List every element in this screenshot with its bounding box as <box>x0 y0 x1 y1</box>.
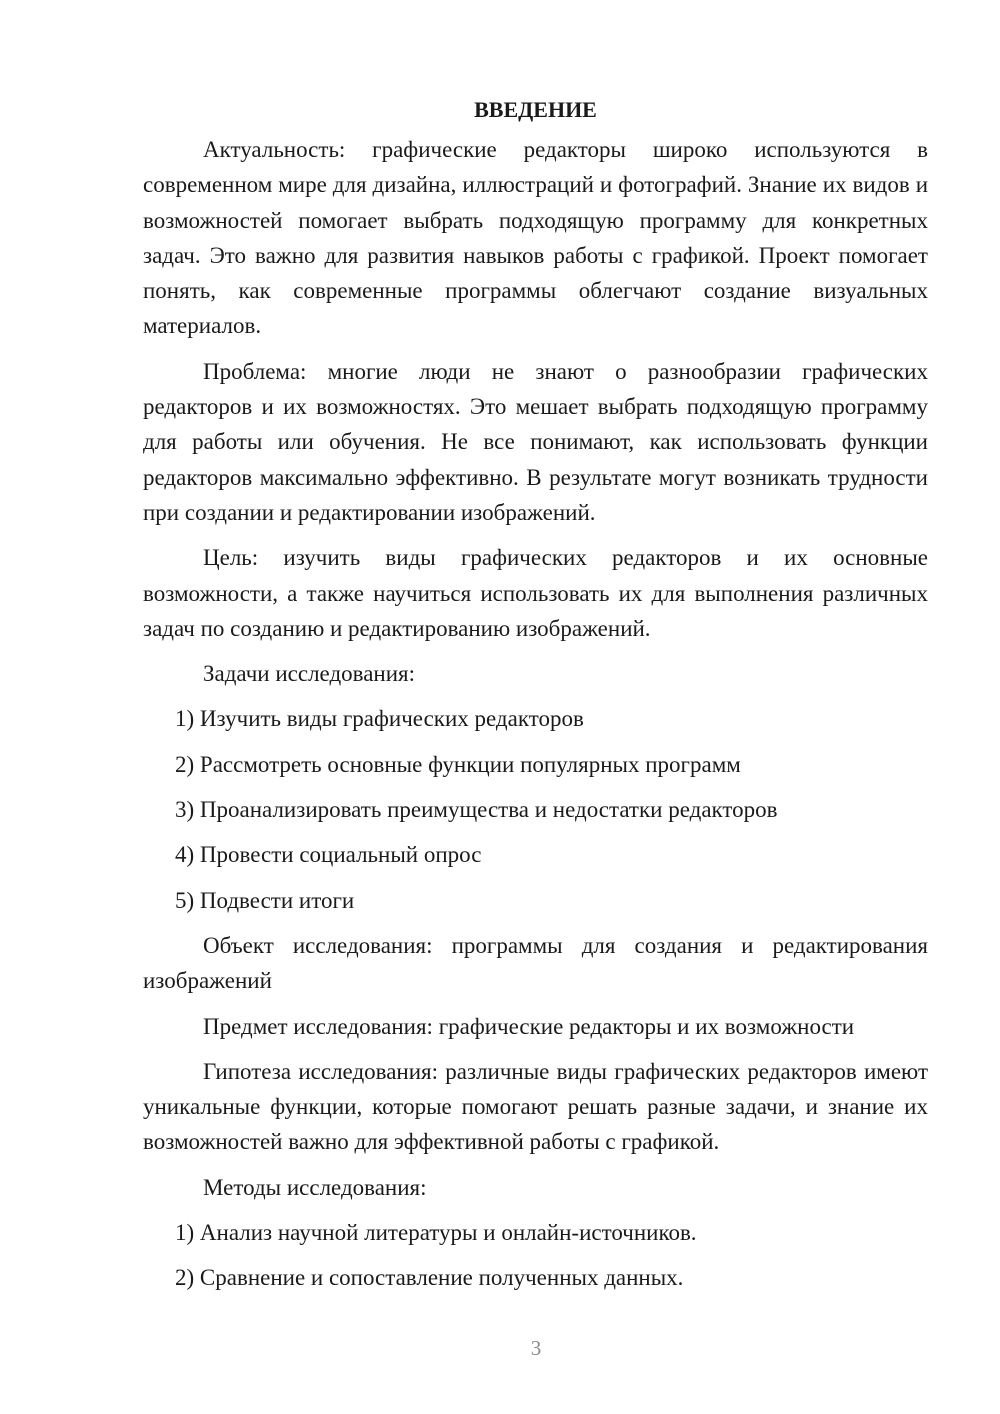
methods-list <box>143 1215 928 1296</box>
hypothesis-paragraph: Гипотеза исследования: различные виды графических редакторов имеют уникальные функции, которые помогают решать разные задачи, и знание их возможностей важно для эффективной работы с графикой. <box>143 1058 928 1155</box>
list-item: 2) Рассмотреть основные функции популярных программ <box>175 751 741 777</box>
page-content <box>143 92 928 1306</box>
subject-paragraph: Предмет исследования: графические редакторы и их возможности <box>203 1013 855 1039</box>
list-item: 1) Анализ научной литературы и онлайн-источников. <box>175 1220 697 1246</box>
list-item: 1) Изучить виды графических редакторов <box>175 706 584 732</box>
methods-label: Методы исследования: <box>203 1174 427 1200</box>
goal-paragraph: Цель: изучить виды графических редакторов и их основные возможности, а также научиться использовать их для выполнения различных задач по созданию и редактированию изображений. <box>143 545 928 641</box>
list-item: 4) Провести социальный опрос <box>175 842 482 868</box>
page-title: ВВЕДЕНИЕ <box>474 97 597 122</box>
list-item: 2) Сравнение и сопоставление полученных данных. <box>175 1265 684 1291</box>
object-paragraph: Объект исследования: программы для создания и редактирования изображений <box>143 932 928 994</box>
tasks-list <box>143 701 928 917</box>
list-item: 3) Проанализировать преимущества и недостатки редакторов <box>175 797 778 823</box>
page-number: 3 <box>530 1336 542 1360</box>
list-item: 5) Подвести итоги <box>175 887 355 913</box>
relevance-paragraph: Актуальность: графические редакторы широко используются в современном мире для дизайна, иллюстраций и фотографий. Знание их видов и возможностей помогает выбрать подходящую программу для конкретных задач. Это важно для развития навыков работы с графикой. Проект помогает понять, как современные программы облегчают создание визуальных материалов. <box>143 137 928 339</box>
tasks-label: Задачи исследования: <box>203 661 416 687</box>
problem-paragraph: Проблема: многие люди не знают о разнообразии графических редакторов и их возможностях. Это мешает выбрать подходящую программу для работы или обучения. Не все понимают, как использовать функции редакторов максимально эффективно. В результате могут возникать трудности при создании и редактировании изображений. <box>143 358 928 525</box>
